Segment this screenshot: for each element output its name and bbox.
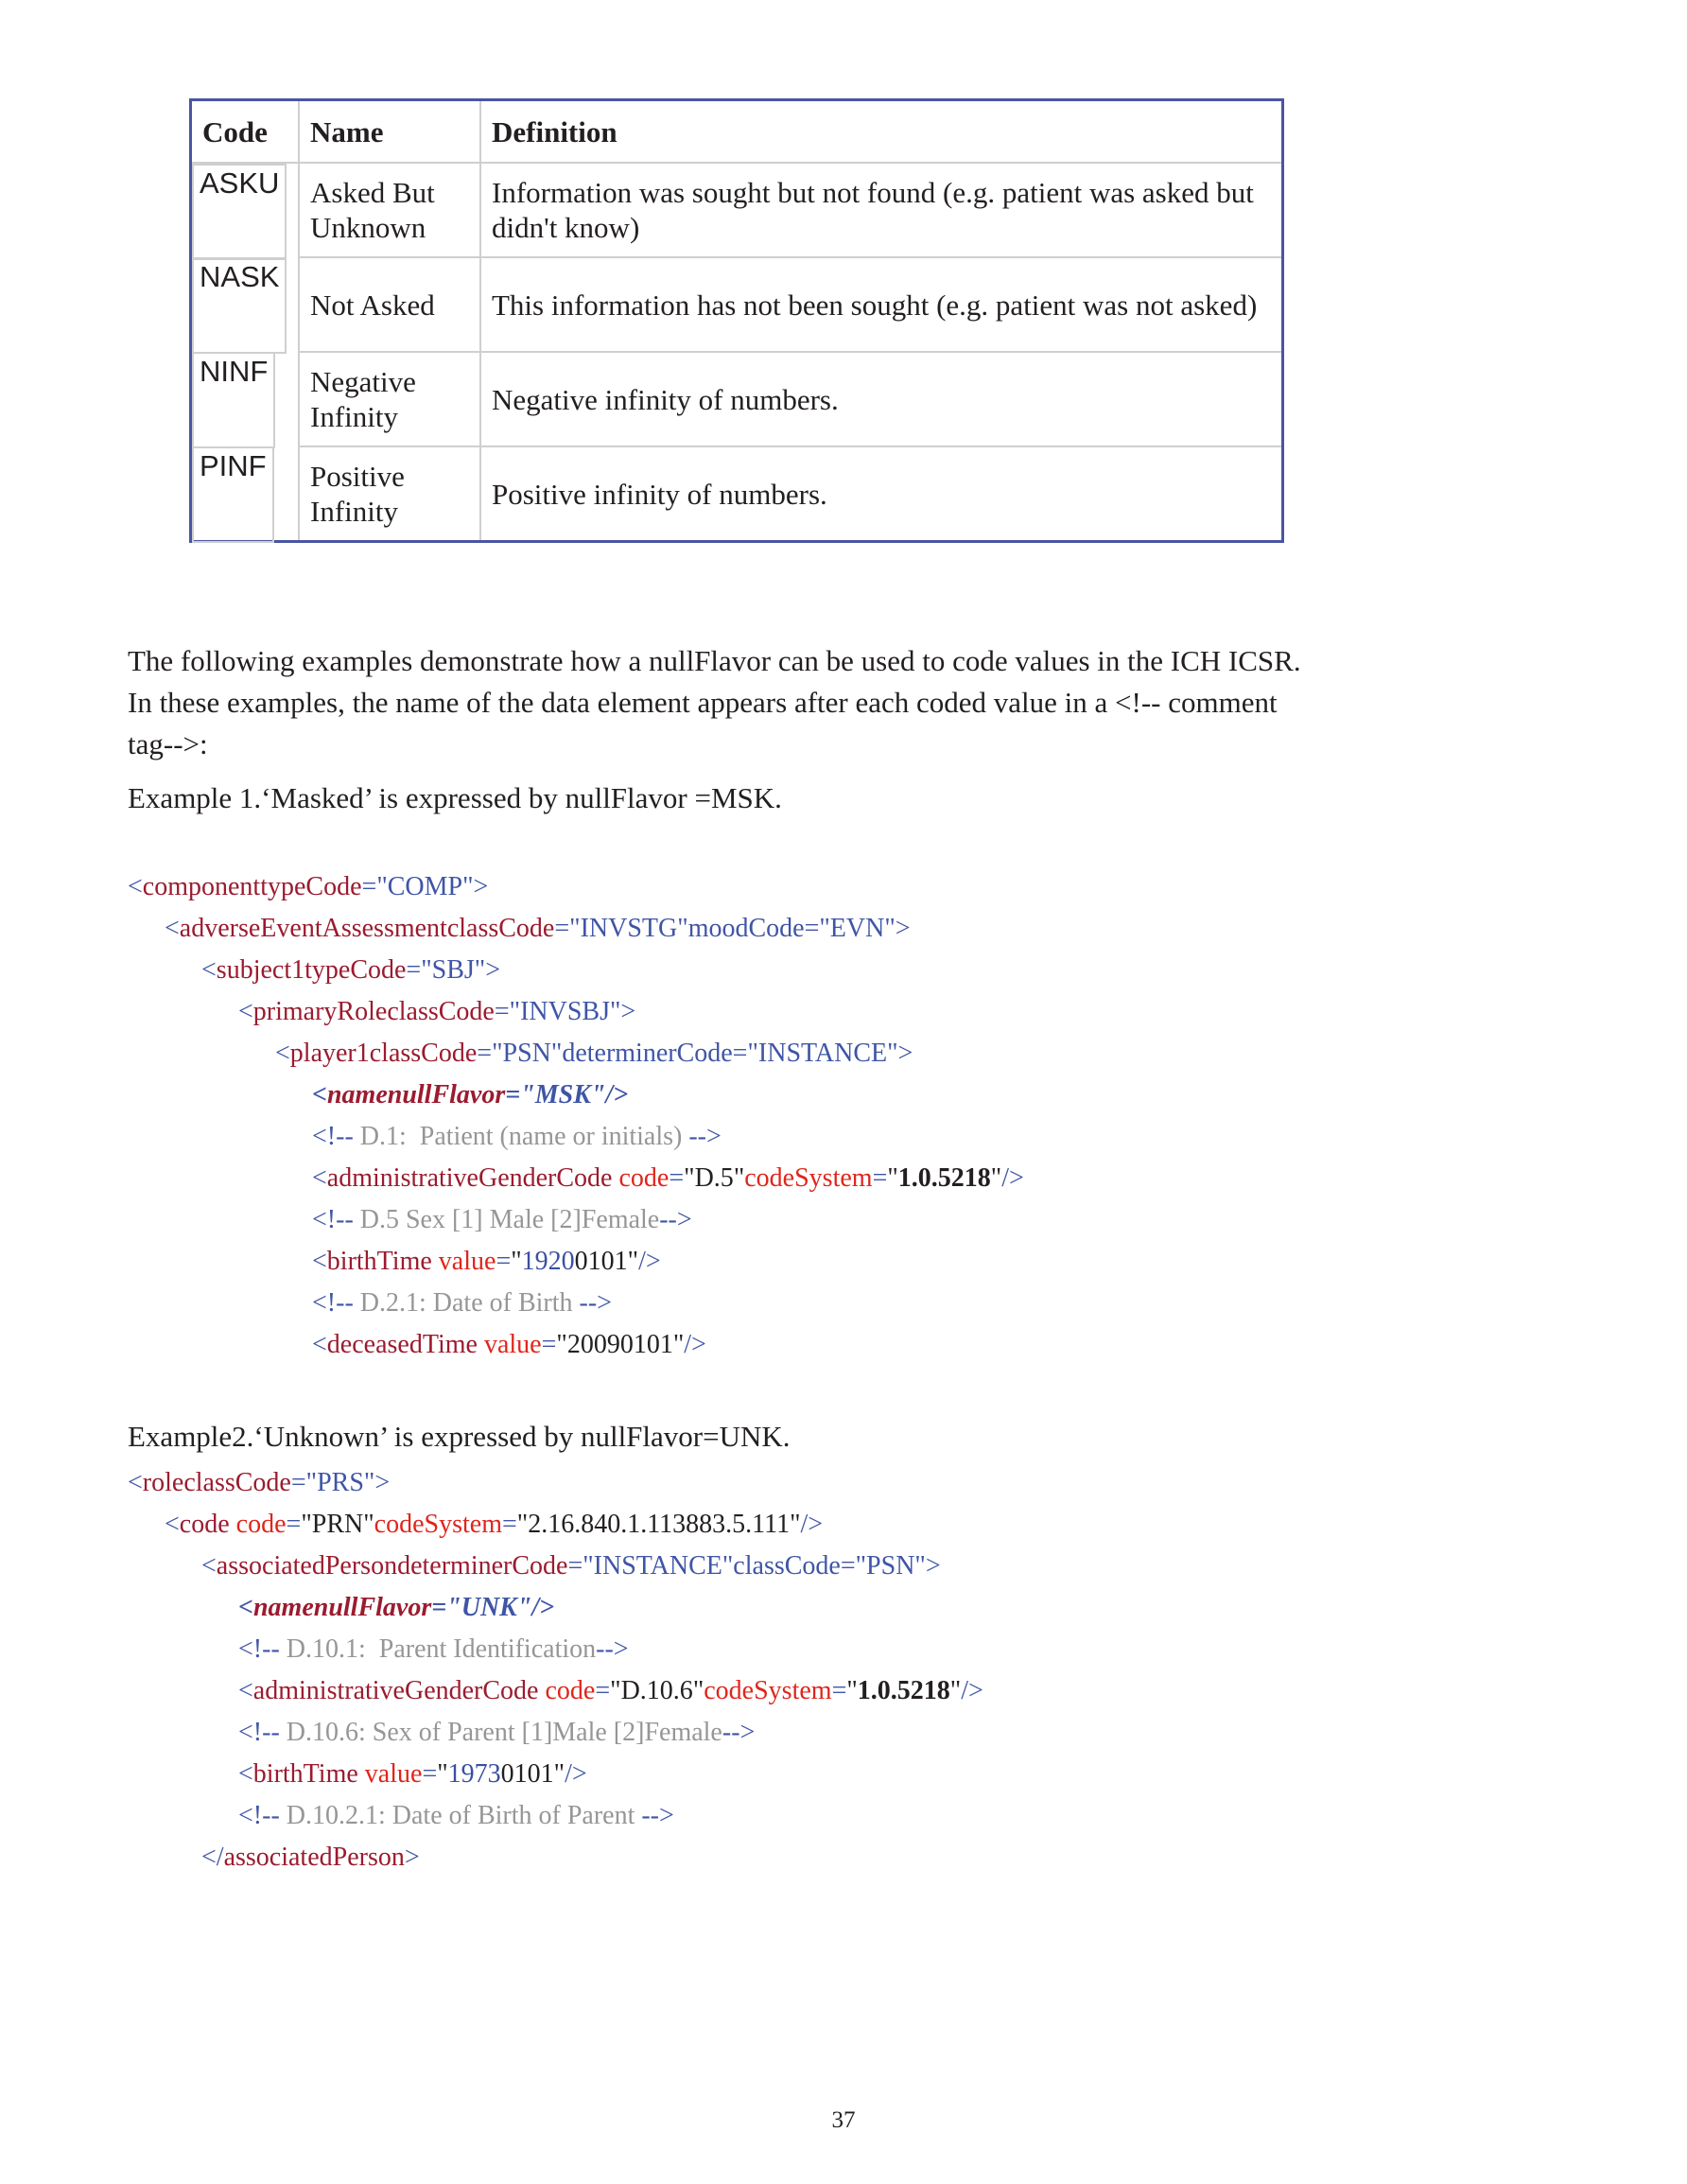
table-cell-code: ASKU	[192, 164, 287, 260]
table-cell-name: Not Asked	[299, 257, 480, 352]
table-cell-definition: Negative infinity of numbers.	[480, 352, 1283, 446]
xml-line: <associatedPersondeterminerCode="INSTANCE"classCode="PSN">	[201, 1551, 941, 1581]
xml-line: <roleclassCode="PRS">	[128, 1468, 391, 1497]
xml-line: <administrativeGenderCode code="D.5"codeSystem="1.0.5218"/>	[312, 1163, 1024, 1193]
table-row	[191, 257, 1283, 352]
example2-heading: Example2.‘Unknown’ is expressed by nullFlavor=UNK.	[128, 1420, 791, 1453]
xml-line: </associatedPerson>	[201, 1843, 420, 1872]
xml-comment: <!-- D.1: Patient (name or initials) -->	[312, 1122, 722, 1151]
table-header-row	[191, 100, 1283, 164]
xml-line: <deceasedTime value="20090101"/>	[312, 1330, 706, 1359]
intro-paragraph: The following examples demonstrate how a nullFlavor can be used to code values in the ICH ICSR. In these examples, the name of the data element appears after each coded value in a <!-- comment tag-->:	[128, 644, 1301, 760]
xml-comment: <!-- D.2.1: Date of Birth -->	[312, 1288, 612, 1318]
xml-line: <birthTime value="19200101"/>	[312, 1247, 661, 1276]
table-cell-code: NINF	[192, 352, 275, 448]
table-row	[191, 446, 1283, 542]
xml-comment: <!-- D.10.2.1: Date of Birth of Parent -->	[238, 1801, 674, 1830]
xml-line: <namenullFlavor="UNK"/>	[238, 1593, 555, 1622]
table-cell-definition: Information was sought but not found (e.g. patient was asked but didn't know)	[480, 163, 1283, 257]
example1-heading: Example 1.‘Masked’ is expressed by nullFlavor =MSK.	[128, 781, 782, 814]
table-cell-name: Asked But Unknown	[299, 163, 480, 257]
xml-comment: <!-- D.5 Sex [1] Male [2]Female-->	[312, 1205, 692, 1234]
xml-line: <adverseEventAssessmentclassCode="INVSTG"moodCode="EVN">	[165, 914, 911, 943]
table-cell-code: PINF	[192, 446, 274, 543]
xml-line: <code code="PRN"codeSystem="2.16.840.1.113883.5.111"/>	[165, 1510, 824, 1539]
column-header: Code	[191, 100, 300, 164]
xml-comment: <!-- D.10.6: Sex of Parent [1]Male [2]Female-->	[238, 1718, 756, 1747]
xml-line: <administrativeGenderCode code="D.10.6"codeSystem="1.0.5218"/>	[238, 1676, 983, 1705]
page-number: 37	[831, 2107, 856, 2133]
table-cell-definition: Positive infinity of numbers.	[480, 446, 1283, 542]
null-flavor-table	[189, 98, 1284, 543]
table-cell-code: NASK	[192, 257, 287, 354]
column-header: Definition	[480, 100, 1283, 164]
column-header: Name	[299, 100, 480, 164]
table-row	[191, 352, 1283, 446]
xml-line: <subject1typeCode="SBJ">	[201, 955, 501, 985]
xml-line: <componenttypeCode="COMP">	[128, 872, 489, 901]
table-cell-definition: This information has not been sought (e.g. patient was not asked)	[480, 257, 1283, 352]
table-cell-name: Negative Infinity	[299, 352, 480, 446]
xml-comment: <!-- D.10.1: Parent Identification-->	[238, 1634, 629, 1664]
xml-line: <namenullFlavor="MSK"/>	[312, 1080, 629, 1109]
xml-line: <player1classCode="PSN"determinerCode="INSTANCE">	[275, 1039, 913, 1068]
table-row	[191, 163, 1283, 257]
xml-line: <birthTime value="19730101"/>	[238, 1759, 587, 1789]
xml-line: <primaryRoleclassCode="INVSBJ">	[238, 997, 636, 1026]
table-cell-name: Positive Infinity	[299, 446, 480, 542]
